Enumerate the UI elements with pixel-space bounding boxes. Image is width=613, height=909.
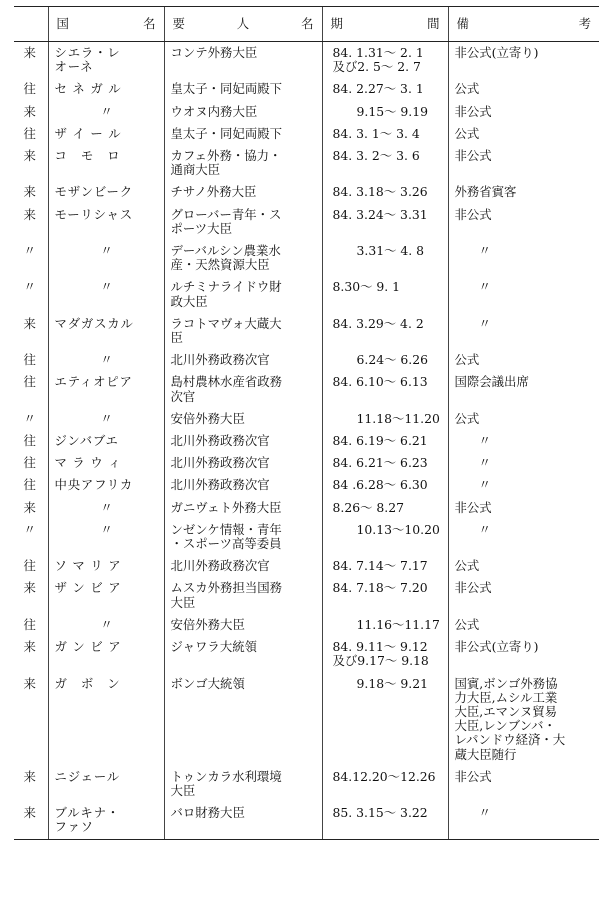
cell-direction: 往 — [23, 125, 36, 141]
table-row — [14, 204, 599, 240]
header-direction — [14, 7, 48, 42]
cell-period: 84. 6.10～ 6.13 — [322, 371, 448, 407]
table-row — [14, 802, 599, 839]
cell-period: 8.26～ 8.27 — [322, 497, 448, 519]
cell-remarks: 非公式 — [448, 101, 599, 123]
cell-remarks: 〃 — [448, 430, 599, 452]
table-row — [14, 673, 599, 766]
cell-country: 〃 — [48, 276, 164, 312]
cell-country: 〃 — [48, 408, 164, 430]
table-row — [14, 101, 599, 123]
cell-remarks: 公式 — [448, 123, 599, 145]
cell-person: 北川外務政務次官 — [164, 349, 322, 371]
cell-period: 84. 2.27～ 3. 1 — [322, 78, 448, 100]
table-row — [14, 555, 599, 577]
cell-period: 11.16～11.17 — [322, 614, 448, 636]
cell-direction: 来 — [23, 103, 36, 119]
cell-direction: 来 — [23, 206, 36, 222]
cell-period: 6.24～ 6.26 — [322, 349, 448, 371]
cell-remarks: 非公式 — [448, 766, 599, 802]
cell-direction: 〃 — [23, 410, 36, 426]
cell-country: マダガスカル — [48, 313, 164, 349]
cell-period: 84. 6.21～ 6.23 — [322, 452, 448, 474]
cell-remarks: 〃 — [448, 276, 599, 312]
cell-person: 安倍外務大臣 — [164, 614, 322, 636]
table-row — [14, 408, 599, 430]
cell-direction: 来 — [23, 639, 36, 655]
cell-remarks: 非公式 — [448, 577, 599, 613]
cell-remarks: 〃 — [448, 313, 599, 349]
cell-period: 9.15～ 9.19 — [322, 101, 448, 123]
cell-country: モーリシャス — [48, 204, 164, 240]
cell-direction: 往 — [23, 616, 36, 632]
cell-direction: 往 — [23, 81, 36, 97]
cell-person: 北川外務政務次官 — [164, 452, 322, 474]
cell-remarks: 非公式 — [448, 497, 599, 519]
cell-person: バロ財務大臣 — [164, 802, 322, 839]
cell-person: ンゼンケ情報・青年 ・スポーツ高等委員 — [164, 519, 322, 555]
cell-period: 8.30～ 9. 1 — [322, 276, 448, 312]
cell-person: 安倍外務大臣 — [164, 408, 322, 430]
cell-direction: 来 — [14, 802, 48, 839]
cell-direction: 来 — [23, 315, 36, 331]
cell-remarks: 国際会議出席 — [448, 371, 599, 407]
cell-period: 3.31～ 4. 8 — [322, 240, 448, 276]
table-header-row — [14, 7, 599, 42]
cell-remarks: 外務省賓客 — [448, 181, 599, 203]
cell-direction: 来 — [23, 45, 36, 60]
cell-direction: 来 — [23, 768, 36, 784]
cell-direction: 来 — [23, 184, 36, 200]
cell-country: 〃 — [48, 349, 164, 371]
cell-remarks: 公式 — [448, 408, 599, 430]
cell-country: マ ラ ウ ィ — [48, 452, 164, 474]
cell-country: 〃 — [48, 497, 164, 519]
cell-country: セ ネ ガ ル — [48, 78, 164, 100]
cell-remarks: 公式 — [448, 555, 599, 577]
table-row — [14, 42, 599, 79]
cell-person: トゥンカラ水利環境 大臣 — [164, 766, 322, 802]
header-char: 考 — [578, 15, 591, 31]
cell-remarks: 非公式(立寄り) — [448, 636, 599, 672]
cell-country: ソ マ リ ア — [48, 555, 164, 577]
table-row — [14, 452, 599, 474]
cell-direction: 来 — [23, 148, 36, 164]
cell-person: ウオヌ内務大臣 — [164, 101, 322, 123]
cell-remarks: 非公式 — [448, 145, 599, 181]
header-char: 名 — [143, 15, 156, 31]
cell-country: ジンバブエ — [48, 430, 164, 452]
table-row — [14, 349, 599, 371]
cell-person: ガニヴェト外務大臣 — [164, 497, 322, 519]
header-char: 人 — [236, 15, 250, 31]
cell-person: ムスカ外務担当国務 大臣 — [164, 577, 322, 613]
table-row — [14, 371, 599, 407]
cell-direction: 往 — [23, 477, 36, 493]
header-country — [48, 7, 164, 42]
cell-period: 9.18～ 9.21 — [322, 673, 448, 766]
table-row — [14, 497, 599, 519]
cell-country: ニジェール — [48, 766, 164, 802]
cell-remarks: 公式 — [448, 349, 599, 371]
cell-remarks: 公式 — [448, 78, 599, 100]
cell-person: 皇太子・同妃両殿下 — [164, 123, 322, 145]
cell-direction: 往 — [23, 558, 36, 574]
cell-direction: 往 — [23, 374, 36, 390]
table-row — [14, 181, 599, 203]
cell-direction: 来 — [23, 580, 36, 596]
cell-direction: 来 — [23, 675, 36, 691]
cell-period: 84. 3.29～ 4. 2 — [322, 313, 448, 349]
table-row — [14, 430, 599, 452]
cell-period: 84. 3. 2～ 3. 6 — [322, 145, 448, 181]
cell-period: 84. 3.18～ 3.26 — [322, 181, 448, 203]
cell-country: 〃 — [48, 614, 164, 636]
cell-period: 10.13～10.20 — [322, 519, 448, 555]
table-row — [14, 240, 599, 276]
table-row — [14, 145, 599, 181]
header-period — [322, 7, 448, 42]
cell-remarks: 〃 — [448, 452, 599, 474]
cell-person: ラコトマヴォ大蔵大 臣 — [164, 313, 322, 349]
header-char: 国 — [56, 15, 69, 31]
header-char: 期 — [330, 15, 343, 31]
cell-period: 84. 3.24～ 3.31 — [322, 204, 448, 240]
cell-remarks: 〃 — [448, 240, 599, 276]
table-row — [14, 276, 599, 312]
table-row — [14, 474, 599, 496]
header-person — [164, 7, 322, 42]
cell-person: 皇太子・同妃両殿下 — [164, 78, 322, 100]
cell-direction: 往 — [23, 352, 36, 368]
cell-period: 11.18～11.20 — [322, 408, 448, 430]
table-row — [14, 766, 599, 802]
cell-direction: 〃 — [23, 243, 36, 259]
cell-country: 〃 — [48, 519, 164, 555]
cell-country: エティオピア — [48, 371, 164, 407]
cell-period: 85. 3.15～ 3.22 — [322, 802, 448, 839]
cell-remarks: 〃 — [448, 802, 599, 839]
table-body — [14, 42, 599, 840]
table-row — [14, 636, 599, 672]
cell-country: コ モ ロ — [48, 145, 164, 181]
cell-period: 84. 7.18～ 7.20 — [322, 577, 448, 613]
cell-country: シエラ・レ オーネ — [48, 42, 164, 79]
cell-period: 84. 3. 1～ 3. 4 — [322, 123, 448, 145]
cell-person: カフェ外務・協力・ 通商大臣 — [164, 145, 322, 181]
cell-remarks: 非公式(立寄り) — [448, 42, 599, 79]
table-row — [14, 313, 599, 349]
cell-country: 中央アフリカ — [48, 474, 164, 496]
table-row — [14, 577, 599, 613]
cell-direction: 〃 — [23, 279, 36, 295]
cell-country: モザンビーク — [48, 181, 164, 203]
header-char: 備 — [456, 15, 469, 31]
cell-direction: 往 — [23, 433, 36, 449]
table-row — [14, 614, 599, 636]
cell-country: 〃 — [48, 240, 164, 276]
cell-period: 84. 9.11～ 9.12 及び9.17～ 9.18 — [322, 636, 448, 672]
cell-remarks: 非公式 — [448, 204, 599, 240]
header-char: 間 — [427, 15, 440, 31]
table-row — [14, 78, 599, 100]
cell-remarks: 公式 — [448, 614, 599, 636]
cell-person: ルチミナライドウ財 政大臣 — [164, 276, 322, 312]
cell-remarks: 国賓,ボンゴ外務協 力大臣,ムシル工業 大臣,エマンヌ貿易 大臣,レンブンバ・ レパンドウ経済・大 蔵大臣随行 — [448, 673, 599, 766]
cell-country: ブルキナ・ ファソ — [48, 802, 164, 839]
cell-country: ザ ン ビ ア — [48, 577, 164, 613]
table-row — [14, 519, 599, 555]
cell-country: ガ ボ ン — [48, 673, 164, 766]
cell-period: 84. 7.14～ 7.17 — [322, 555, 448, 577]
cell-person: グローバー青年・ス ポーツ大臣 — [164, 204, 322, 240]
cell-person: 島村農林水産省政務 次官 — [164, 371, 322, 407]
cell-country: ガ ン ビ ア — [48, 636, 164, 672]
cell-country: 〃 — [48, 101, 164, 123]
cell-remarks: 〃 — [448, 519, 599, 555]
table-row — [14, 123, 599, 145]
header-char: 要 — [172, 15, 185, 31]
cell-person: チサノ外務大臣 — [164, 181, 322, 203]
header-char: 名 — [301, 15, 314, 31]
cell-country: ザ イ ー ル — [48, 123, 164, 145]
cell-person: ボンゴ大統領 — [164, 673, 322, 766]
visits-table — [14, 6, 599, 840]
cell-person: コンテ外務大臣 — [164, 42, 322, 79]
cell-period: 84. 1.31～ 2. 1 及び2. 5～ 2. 7 — [322, 42, 448, 79]
cell-person: 北川外務政務次官 — [164, 430, 322, 452]
cell-person: ジャワラ大統領 — [164, 636, 322, 672]
cell-direction: 往 — [23, 455, 36, 471]
cell-direction: 来 — [23, 499, 36, 515]
cell-period: 84.12.20～12.26 — [322, 766, 448, 802]
header-remarks — [448, 7, 599, 42]
cell-period: 84 .6.28～ 6.30 — [322, 474, 448, 496]
cell-person: 北川外務政務次官 — [164, 474, 322, 496]
cell-direction: 〃 — [23, 521, 36, 537]
cell-person: デーバルシン農業水 産・天然資源大臣 — [164, 240, 322, 276]
cell-remarks: 〃 — [448, 474, 599, 496]
cell-person: 北川外務政務次官 — [164, 555, 322, 577]
cell-period: 84. 6.19～ 6.21 — [322, 430, 448, 452]
